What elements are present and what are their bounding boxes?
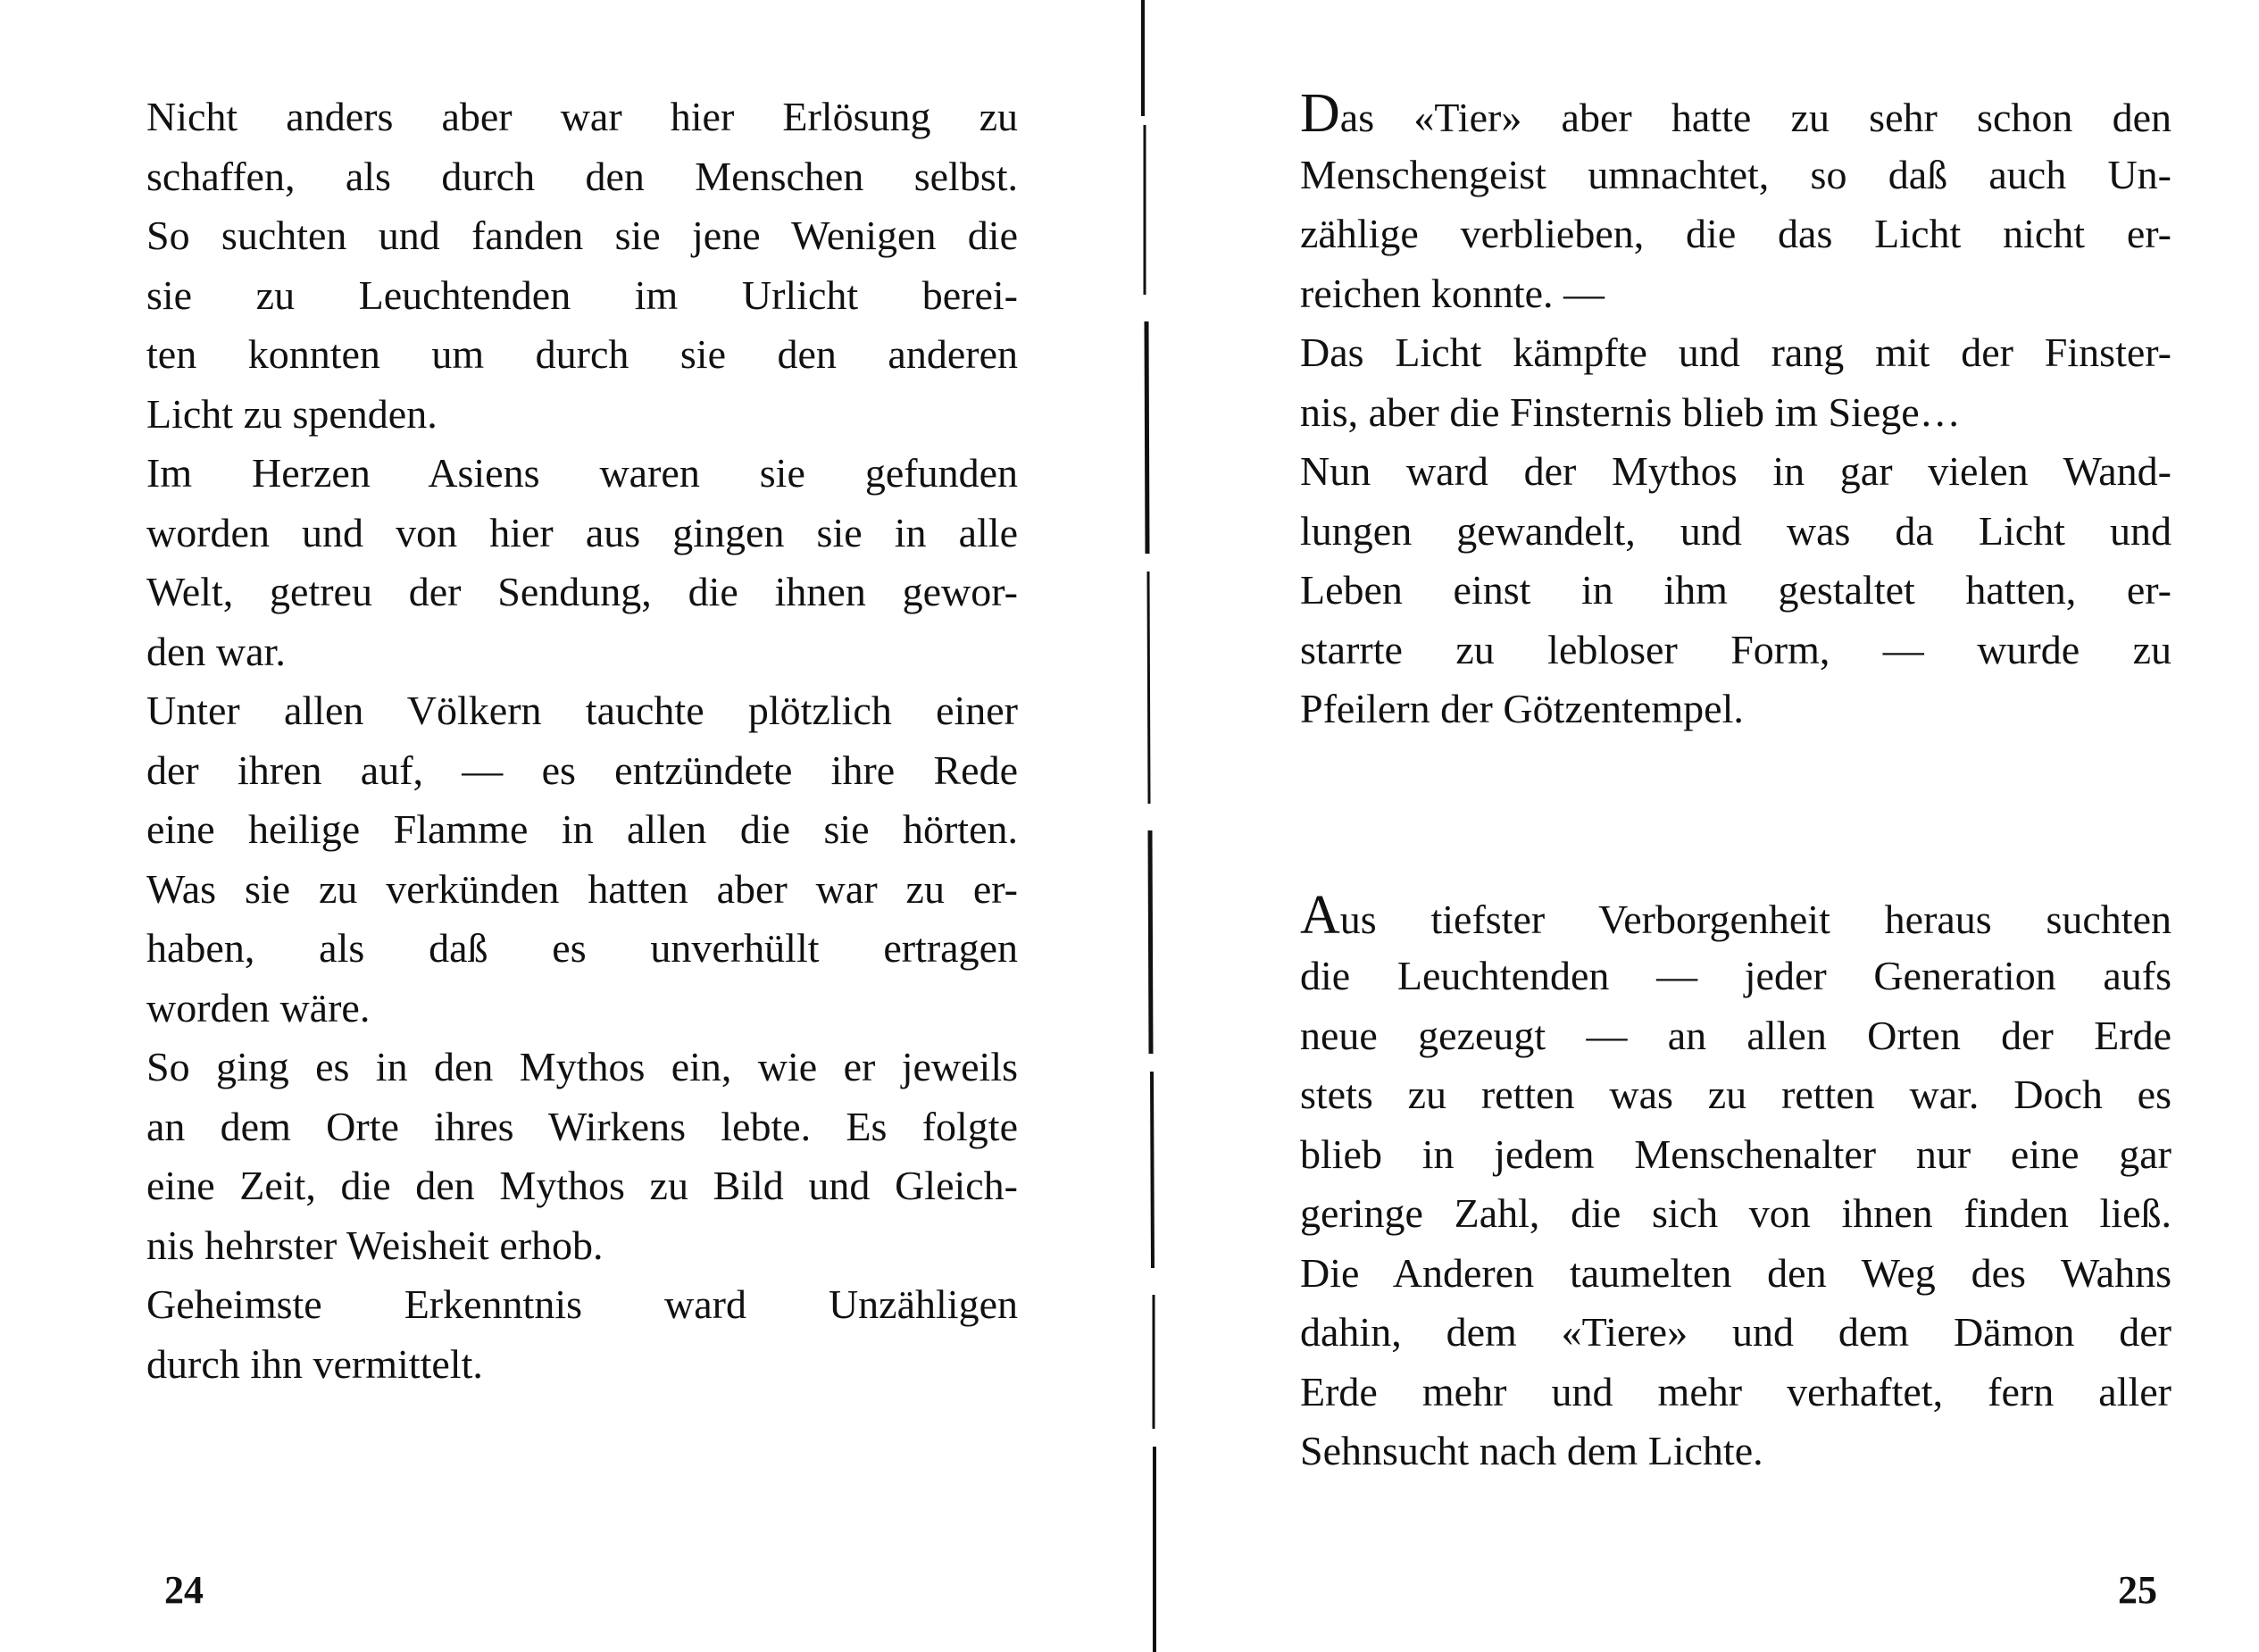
text-line-rest: as «Tier» aber hatte zu sehr schon den [1339,95,2171,140]
text-line: So ging es in den Mythos ein, wie er jeweils [146,1044,1018,1089]
text-line: Geheimste Erkenntnis ward Unzähligen [146,1281,1018,1327]
text-line: Unter allen Völkern tauchte plötzlich einer [146,688,1018,733]
text-line: lungen gewandelt, und was da Licht und [1300,507,2171,554]
text-line-rest: us tiefster Verborgenheit heraus suchten [1339,896,2171,942]
text-line: ten konnten um durch sie den anderen [146,331,1018,377]
text-line: Nun ward der Mythos in gar vielen Wand- [1300,448,2171,494]
text-line: nis, aber die Finsternis blieb im Siege… [1300,388,1961,435]
text-line: Nicht anders aber war hier Erlösung zu [146,94,1018,139]
text-line [1300,888,2171,947]
text-line: geringe Zahl, die sich von ihnen finden ließ. [1300,1190,2171,1236]
text-line: So suchten und fanden sie jene Wenigen die [146,213,1018,258]
right-page [1179,0,2259,1652]
text-line: Im Herzen Asiens waren sie gefunden [146,450,1018,496]
binding-gutter [1132,0,1186,1652]
text-line: sie zu Leuchtenden im Urlicht berei- [146,271,1018,318]
drop-initial: D [1300,86,1340,144]
text-line: Sehnsucht nach dem Lichte. [1300,1428,1763,1473]
text-line: reichen konnte. — [1300,270,1605,316]
text-line: durch ihn vermittelt. [146,1340,483,1387]
text-line: Menschengeist umnachtet, so daß auch Un- [1300,151,2171,197]
text-line: dahin, dem «Tiere» und dem Dämon der [1300,1309,2171,1355]
paragraph-gap [1300,739,2171,829]
text-line: an dem Orte ihres Wirkens lebte. Es folgte [146,1103,1018,1149]
text-line: haben, als daß es unverhüllt ertragen [146,925,1018,971]
text-line: den war. [146,628,286,674]
text-line: worden und von hier aus gingen sie in alle [146,509,1018,555]
text-line: stets zu retten was zu retten war. Doch es [1300,1072,2171,1117]
text-line: schaffen, als durch den Menschen selbst. [146,153,1018,199]
text-line: eine Zeit, die den Mythos zu Bild und Gleich- [146,1163,1018,1208]
paragraph-gap [1300,829,2171,888]
text-line: Die Anderen taumelten den Weg des Wahns [1300,1249,2171,1296]
text-line: der ihren auf, — es entzündete ihre Rede [146,747,1018,793]
page-number-right: 25 [2118,1568,2157,1612]
text-line: blieb in jedem Menschenalter nur eine gar [1300,1131,2171,1177]
text-line: eine heilige Flamme in allen die sie hörten. [146,806,1018,852]
text-line: Das Licht kämpfte und rang mit der Finster- [1300,330,2171,375]
text-line [1300,86,2171,146]
left-page-text [146,88,1018,1394]
text-line: zählige verblieben, die das Licht nicht er- [1300,211,2171,256]
text-line: Licht zu spenden. [146,390,438,437]
text-line: Was sie zu verkünden hatten aber war zu er- [146,865,1018,912]
text-line: Erde mehr und mehr verhaftet, fern aller [1300,1368,2171,1414]
text-line: neue gezeugt — an allen Orten der Erde [1300,1012,2171,1058]
text-line: die Leuchtenden — jeder Generation aufs [1300,953,2171,998]
right-page-text [1300,86,2171,1481]
text-line: Pfeilern der Götzentempel. [1300,686,1744,731]
drop-initial: A [1300,887,1340,946]
text-line: Leben einst in ihm gestaltet hatten, er- [1300,567,2171,613]
page-number-left: 24 [164,1568,204,1612]
text-line: worden wäre. [146,984,371,1030]
text-line: nis hehrster Weisheit erhob. [146,1222,604,1268]
text-line: starrte zu lebloser Form, — wurde zu [1300,626,2171,672]
text-line: Welt, getreu der Sendung, die ihnen gewor- [146,569,1018,614]
